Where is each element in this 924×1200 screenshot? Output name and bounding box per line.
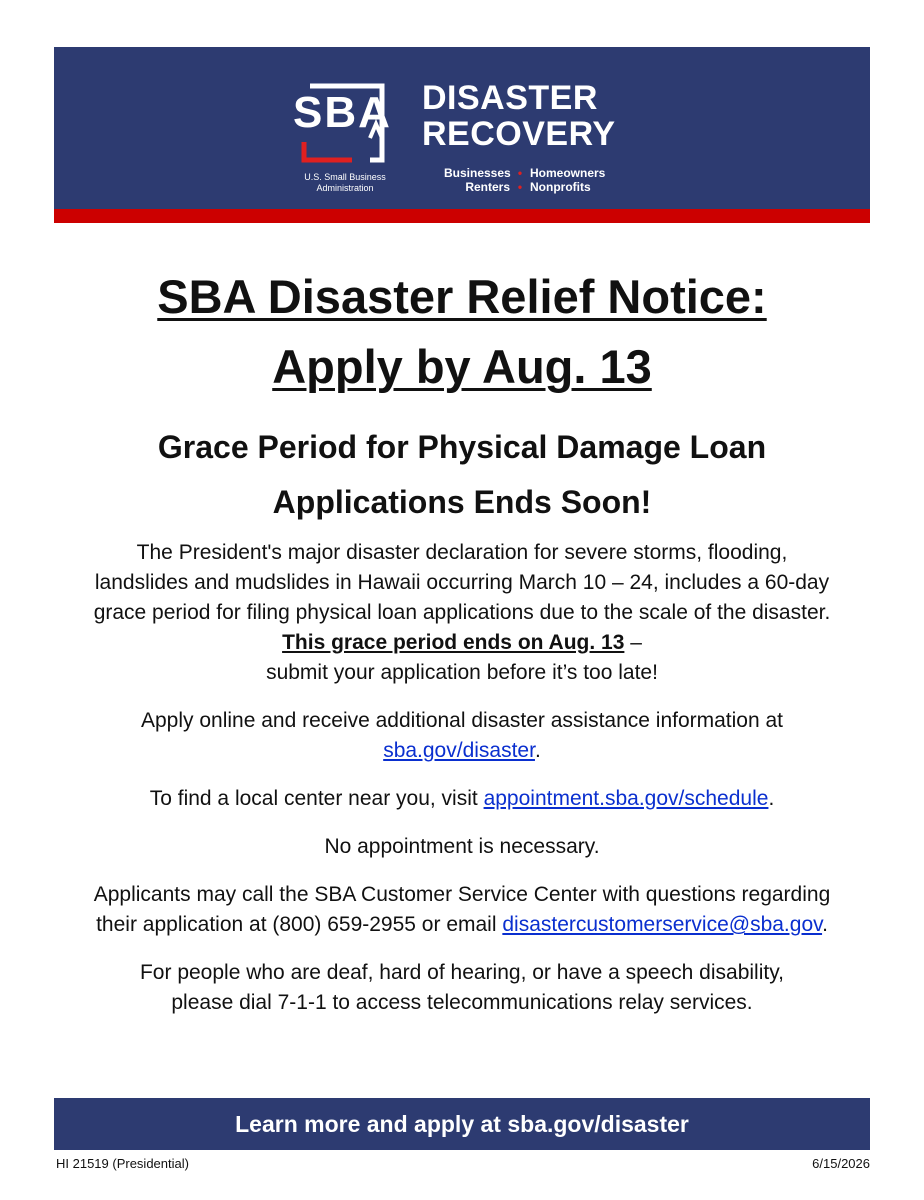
audience-list [444, 166, 644, 194]
email-link[interactable]: disastercustomerservice@sba.gov [502, 913, 823, 936]
document-id: HI 21519 (Presidential) [56, 1156, 189, 1171]
accessibility-paragraph [54, 958, 870, 1018]
text-line: grace period for filing physical loan applications due to the scale of the disaster. [93, 601, 831, 624]
logo-caption-line2: Administration [316, 183, 374, 193]
footer-cta-bar: Learn more and apply at sba.gov/disaster [54, 1098, 870, 1150]
text-line: No appointment is necessary. [324, 835, 600, 858]
text-line: Apply online and receive additional disaster assistance information at [140, 709, 784, 732]
text-line: To find a local center near you, visit [149, 787, 484, 810]
audience-item: Nonprofits [530, 180, 591, 194]
customer-service-paragraph [54, 880, 870, 940]
audience-row [444, 180, 644, 194]
deadline-emphasis: This grace period ends on Aug. 13 [282, 631, 625, 654]
declaration-paragraph [54, 538, 870, 688]
text-punct: . [822, 913, 828, 936]
audience-row [444, 166, 644, 180]
text-dash: – [624, 631, 642, 654]
logo-caption-line1: U.S. Small Business [304, 172, 386, 182]
title-line2: RECOVERY [422, 115, 616, 153]
audience-item: Homeowners [530, 166, 606, 180]
text-line: Applicants may call the SBA Customer Service Center with questions regarding [93, 883, 831, 906]
no-appointment-paragraph [54, 832, 870, 862]
text-line: For people who are deaf, hard of hearing, or have a speech disability, [139, 961, 784, 984]
text-punct: . [534, 739, 541, 762]
document-date: 6/15/2026 [812, 1156, 870, 1171]
sba-disaster-link[interactable]: sba.gov/disaster [383, 739, 535, 762]
logo-caption [290, 172, 400, 194]
appointment-link[interactable]: appointment.sba.gov/schedule [483, 787, 769, 810]
title-line1: SBA Disaster Relief Notice: [157, 270, 767, 323]
text-line: submit your application before it’s too late! [266, 661, 658, 684]
bullet-dot-icon: • [517, 180, 523, 194]
apply-online-paragraph [54, 706, 870, 766]
logo-text: SBA [293, 88, 392, 137]
banner-red-stripe [54, 209, 870, 223]
subtitle-line1: Grace Period for Physical Damage Loan [157, 429, 767, 465]
text-line: their application at (800) 659-2955 or email [96, 913, 503, 936]
bullet-dot-icon: • [517, 166, 523, 180]
audience-item: Businesses [444, 166, 511, 180]
page-title [54, 262, 870, 402]
notice-body [54, 538, 870, 1036]
title-line1: DISASTER [422, 79, 598, 117]
text-punct: . [768, 787, 775, 810]
disaster-recovery-title [422, 80, 642, 152]
text-line: landslides and mudslides in Hawaii occurring March 10 – 24, includes a 60-day [94, 571, 830, 594]
title-line2: Apply by Aug. 13 [272, 340, 652, 393]
text-line: The President's major disaster declaration for severe storms, flooding, [136, 541, 788, 564]
audience-item: Renters [465, 180, 510, 194]
sba-logo [290, 80, 396, 200]
local-center-paragraph [54, 784, 870, 814]
text-line: please dial 7-1-1 to access telecommunications relay services. [171, 991, 753, 1014]
subtitle-line2: Applications Ends Soon! [272, 484, 652, 520]
subtitle [54, 420, 870, 530]
